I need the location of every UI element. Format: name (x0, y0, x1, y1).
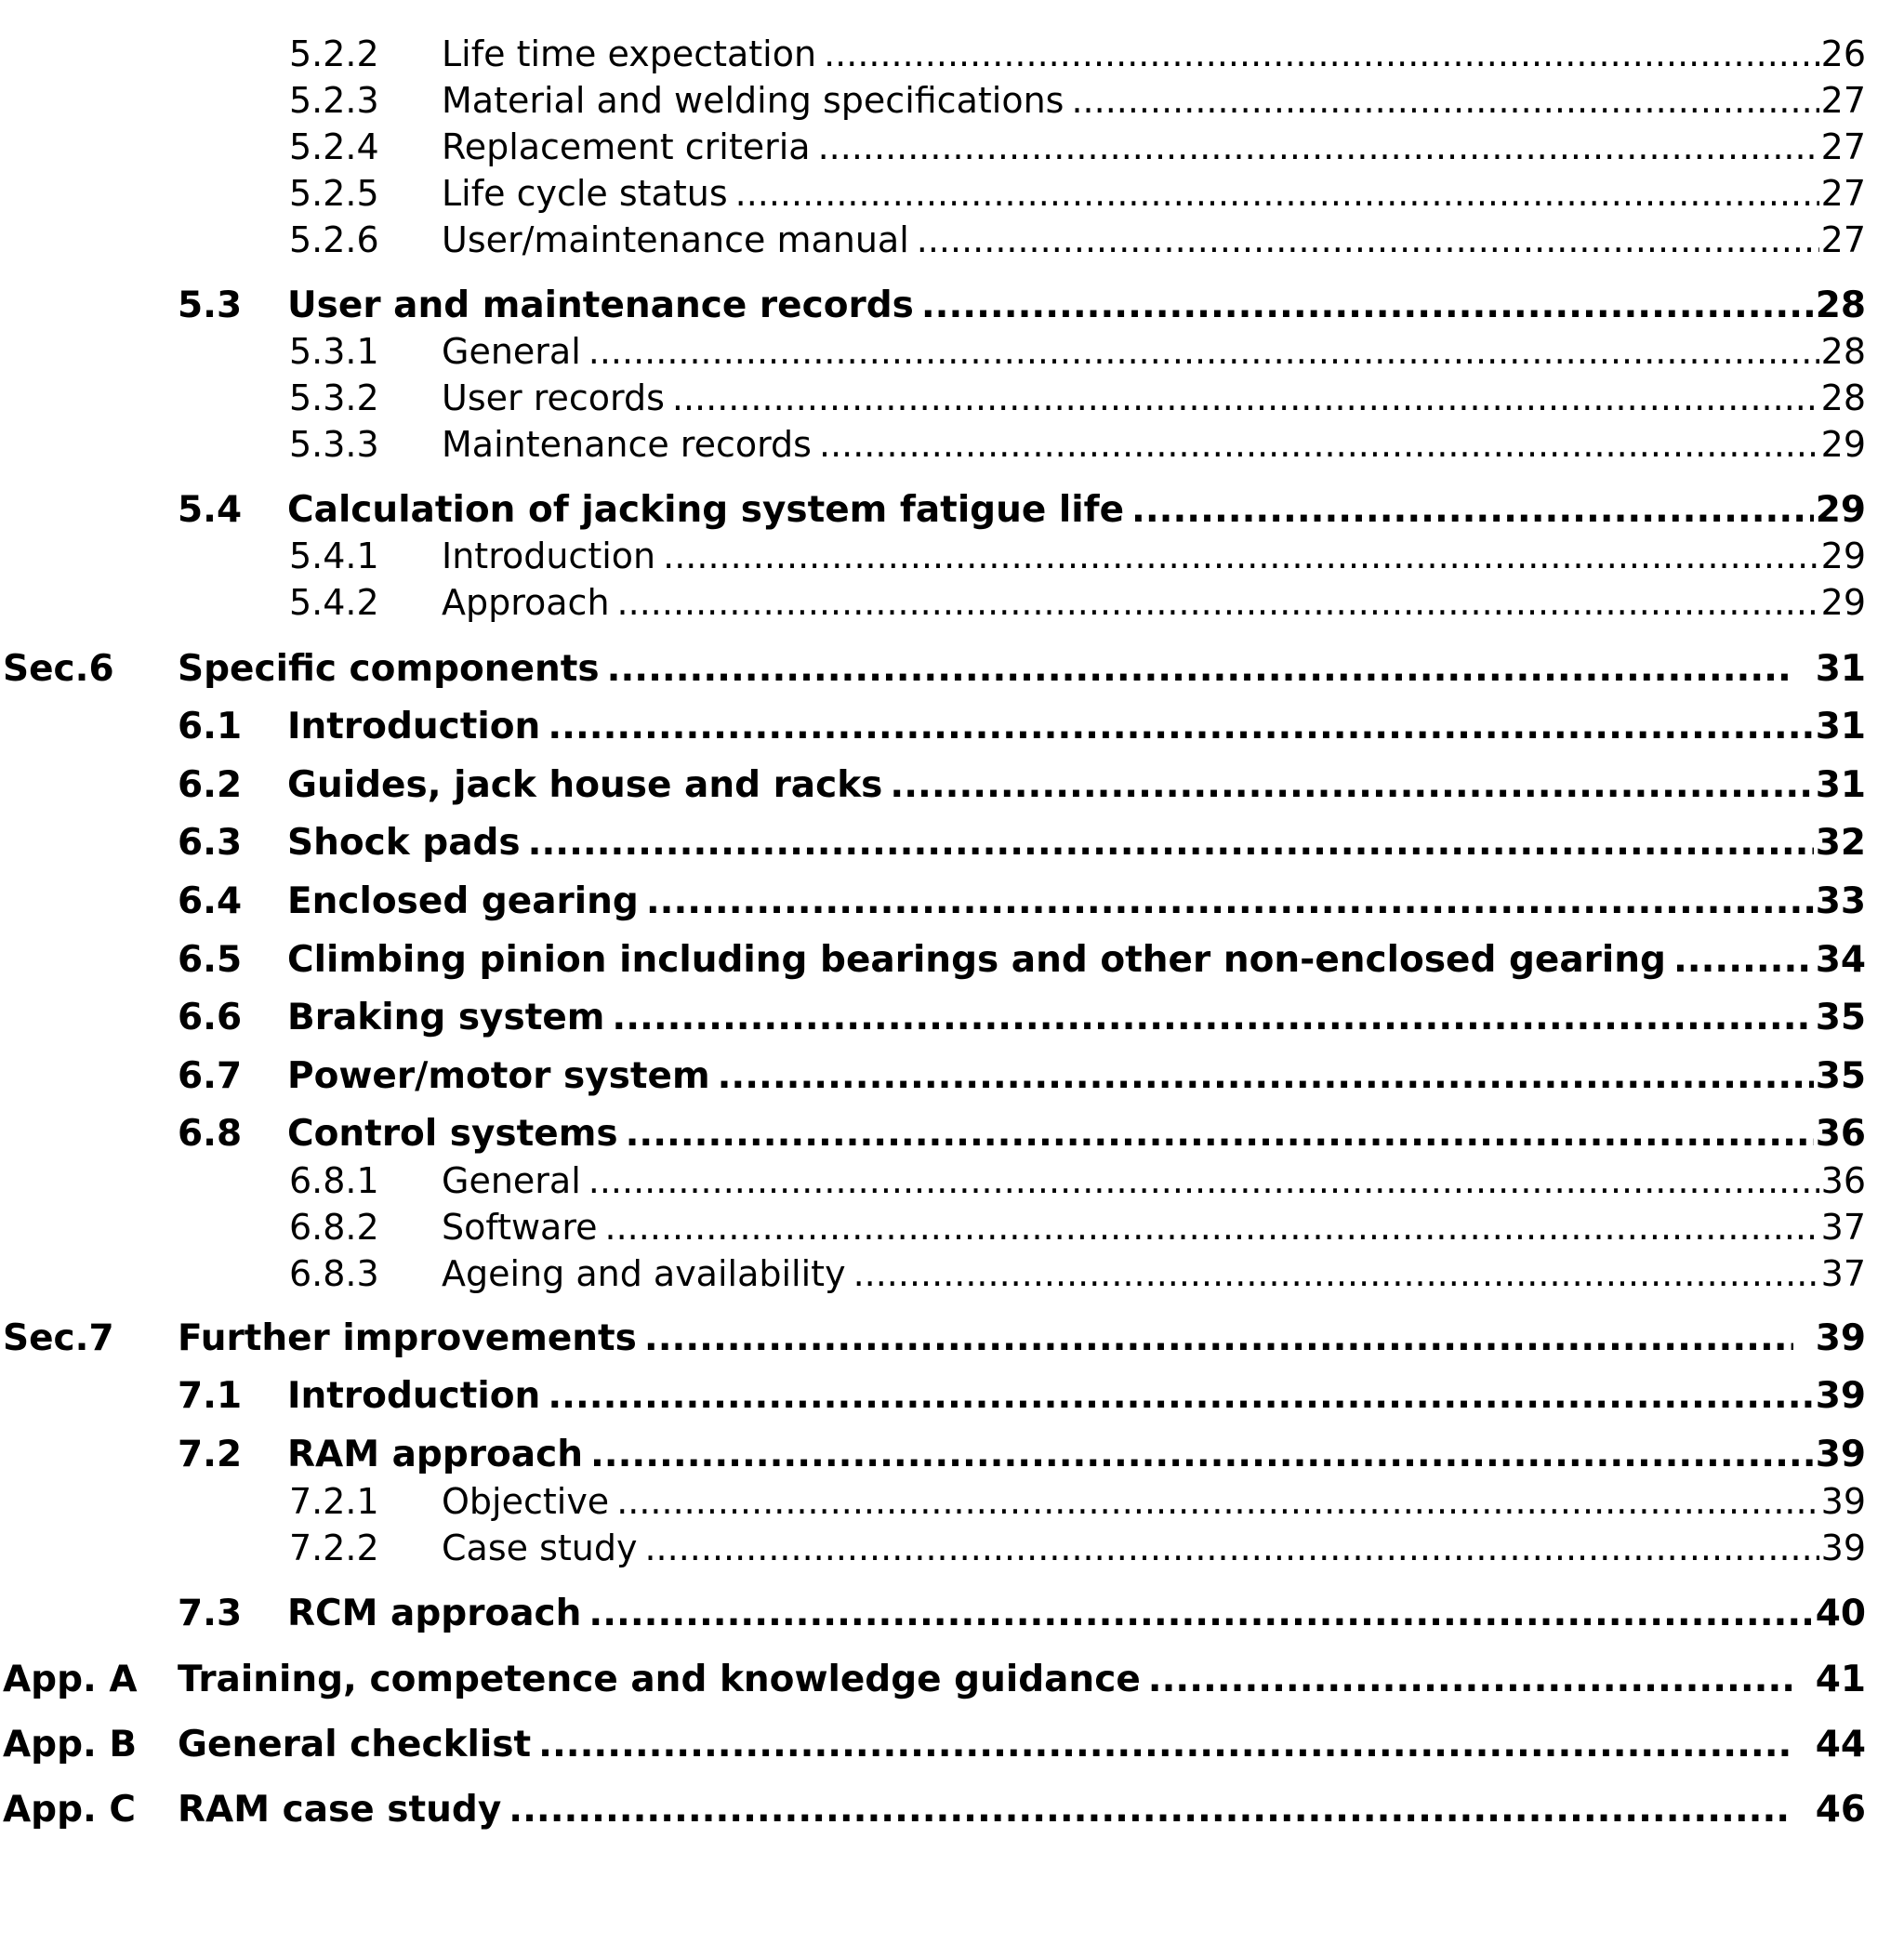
toc-entry-body (442, 1155, 1866, 1207)
toc-entry-page-number: 27 (1820, 219, 1866, 260)
toc-entry-number: 6.1 (178, 706, 243, 747)
toc-entry-title: RCM approach (287, 1593, 582, 1634)
toc-entry-5-3-3[interactable] (0, 418, 1904, 470)
toc-entry-number: 5.4.1 (289, 536, 379, 576)
toc-entry-body (287, 701, 1866, 753)
toc-entry-7-1[interactable] (0, 1370, 1904, 1422)
toc-entry-app-c[interactable] (0, 1784, 1904, 1836)
toc-entry-6-8[interactable] (0, 1108, 1904, 1160)
toc-entry-app-a[interactable] (0, 1654, 1904, 1706)
toc-entry-title: Case study (442, 1527, 638, 1568)
toc-entry-body (442, 121, 1866, 173)
toc-entry-title: Ageing and availability (442, 1253, 846, 1294)
toc-entry-number: 6.7 (178, 1055, 243, 1097)
toc-entry-title: Software (442, 1207, 598, 1248)
toc-entry-6-3[interactable] (0, 817, 1904, 869)
toc-entry-number: 6.5 (178, 939, 243, 981)
toc-entry-sec-6[interactable] (0, 643, 1904, 695)
toc-entry-title: User/maintenance manual (442, 219, 909, 260)
toc-entry-number: App. C (3, 1789, 137, 1831)
toc-entry-title: General (442, 331, 581, 372)
toc-entry-number: App. A (3, 1659, 138, 1700)
toc-entry-page-number: 40 (1815, 1593, 1866, 1634)
toc-entry-number: 5.4.2 (289, 582, 379, 623)
toc-entry-body (442, 28, 1866, 80)
dot-leader (548, 1370, 1813, 1422)
toc-entry-body (442, 325, 1866, 377)
toc-entry-body (287, 876, 1866, 928)
dot-leader (890, 760, 1813, 812)
dot-leader (548, 701, 1813, 753)
toc-entry-body (442, 1522, 1866, 1574)
toc-entry-body (442, 74, 1866, 126)
toc-entry-title: Guides, jack house and racks (287, 764, 883, 806)
toc-entry-body (442, 576, 1866, 628)
toc-entry-page-number: 32 (1815, 822, 1866, 864)
toc-entry-body (287, 1051, 1866, 1103)
dot-leader (646, 876, 1814, 928)
toc-entry-5-4[interactable] (0, 484, 1904, 536)
toc-entry-page-number: 39 (1820, 1527, 1866, 1568)
dot-leader (1148, 1654, 1793, 1706)
toc-entry-page-number: 28 (1820, 377, 1866, 418)
toc-entry-title: Calculation of jacking system fatigue life (287, 489, 1125, 531)
toc-entry-body (442, 530, 1866, 582)
toc-entry-5-4-1[interactable] (0, 530, 1904, 582)
toc-entry-page-number: 29 (1815, 489, 1866, 531)
toc-entry-body (287, 1429, 1866, 1481)
toc-entry-page-number: 27 (1820, 173, 1866, 214)
toc-entry-5-3[interactable] (0, 280, 1904, 332)
dot-leader (735, 167, 1819, 219)
toc-entry-5-4-2[interactable] (0, 576, 1904, 628)
dot-leader (588, 325, 1819, 377)
toc-entry-page-number: 27 (1820, 126, 1866, 167)
toc-entry-number: 7.2.1 (289, 1481, 379, 1522)
toc-entry-7-2-2[interactable] (0, 1522, 1904, 1574)
toc-entry-title: General (442, 1160, 581, 1201)
dot-leader (917, 214, 1819, 266)
toc-entry-title: Enclosed gearing (287, 880, 639, 922)
toc-entry-title: General checklist (178, 1724, 532, 1765)
toc-entry-number: 6.2 (178, 764, 243, 806)
toc-entry-5-2-5[interactable] (0, 167, 1904, 219)
toc-entry-title: Climbing pinion including bearings and other non-enclosed gearing (287, 939, 1666, 981)
toc-entry-5-3-2[interactable] (0, 372, 1904, 424)
toc-entry-number: 5.3.2 (289, 377, 379, 418)
dot-leader (528, 817, 1814, 869)
toc-entry-page-number: 46 (1815, 1789, 1866, 1831)
toc-entry-body (442, 1248, 1866, 1300)
toc-entry-title: Introduction (287, 706, 541, 747)
toc-entry-page-number: 41 (1815, 1659, 1866, 1700)
toc-entry-page-number: 29 (1820, 536, 1866, 576)
dot-leader (1673, 934, 1814, 986)
toc-entry-number: 5.2.2 (289, 33, 379, 74)
dot-leader (616, 1475, 1818, 1527)
toc-entry-title: Material and welding specifications (442, 80, 1064, 121)
toc-entry-body (287, 1588, 1866, 1640)
toc-entry-number: App. B (3, 1724, 138, 1765)
toc-entry-6-8-1[interactable] (0, 1155, 1904, 1207)
toc-entry-number: 6.8 (178, 1113, 243, 1155)
toc-entry-title: RAM case study (178, 1789, 502, 1831)
toc-entry-body (287, 280, 1866, 332)
toc-entry-page-number: 37 (1820, 1253, 1866, 1294)
toc-entry-page-number: 37 (1820, 1207, 1866, 1248)
toc-entry-number: 6.3 (178, 822, 243, 864)
toc-entry-title: User records (442, 377, 665, 418)
toc-entry-title: Approach (442, 582, 610, 623)
toc-entry-body (287, 992, 1866, 1044)
dot-leader (818, 121, 1819, 173)
toc-entry-title: Life cycle status (442, 173, 728, 214)
toc-entry-page-number: 34 (1815, 939, 1866, 981)
dot-leader (590, 1429, 1814, 1481)
toc-entry-6-7[interactable] (0, 1051, 1904, 1103)
toc-entry-6-4[interactable] (0, 876, 1904, 928)
toc-entry-page-number: 28 (1815, 284, 1866, 326)
toc-entry-title: Introduction (287, 1375, 541, 1417)
toc-entry-body (287, 1108, 1866, 1160)
toc-entry-5-2-2[interactable] (0, 28, 1904, 80)
toc-entry-page-number: 36 (1820, 1160, 1866, 1201)
toc-entry-title: Introduction (442, 536, 656, 576)
toc-entry-7-3[interactable] (0, 1588, 1904, 1640)
dot-leader (538, 1719, 1793, 1771)
toc-entry-7-2[interactable] (0, 1429, 1904, 1481)
toc-entry-page-number: 33 (1815, 880, 1866, 922)
toc-entry-page-number: 29 (1820, 424, 1866, 465)
dot-leader (588, 1588, 1813, 1640)
toc-entry-page-number: 39 (1815, 1375, 1866, 1417)
toc-entry-number: 6.8.1 (289, 1160, 379, 1201)
toc-entry-page-number: 35 (1815, 997, 1866, 1038)
toc-entry-page-number: 36 (1815, 1113, 1866, 1155)
dot-leader (819, 418, 1819, 470)
dot-leader (605, 1201, 1819, 1253)
toc-entry-body (442, 214, 1866, 266)
toc-entry-5-3-1[interactable] (0, 325, 1904, 377)
toc-entry-body (287, 760, 1866, 812)
toc-entry-page-number: 39 (1815, 1317, 1866, 1359)
toc-entry-number: 6.4 (178, 880, 243, 922)
toc-entry-number: 5.4 (178, 489, 243, 531)
toc-entry-number: 5.2.5 (289, 173, 379, 214)
toc-entry-title: RAM approach (287, 1434, 583, 1475)
toc-entry-title: Training, competence and knowledge guidance (178, 1659, 1141, 1700)
toc-entry-body (178, 1784, 1866, 1836)
toc-entry-5-2-6[interactable] (0, 214, 1904, 266)
toc-entry-number: 7.1 (178, 1375, 243, 1417)
toc-entry-body (287, 1370, 1866, 1422)
toc-entry-number: Sec.6 (3, 648, 114, 690)
toc-entry-body (178, 1654, 1866, 1706)
dot-leader (672, 372, 1819, 424)
toc-entry-title: Braking system (287, 997, 605, 1038)
dot-leader (1071, 74, 1818, 126)
toc-entry-title: Control systems (287, 1113, 618, 1155)
dot-leader (1131, 484, 1814, 536)
toc-entry-6-8-3[interactable] (0, 1248, 1904, 1300)
toc-entry-number: 5.2.6 (289, 219, 379, 260)
toc-entry-number: 5.2.3 (289, 80, 379, 121)
dot-leader (853, 1248, 1819, 1300)
toc-entry-body (442, 167, 1866, 219)
toc-entry-6-2[interactable] (0, 760, 1904, 812)
toc-entry-page-number: 31 (1815, 648, 1866, 690)
toc-entry-body (442, 418, 1866, 470)
toc-entry-6-1[interactable] (0, 701, 1904, 753)
toc-entry-title: Further improvements (178, 1317, 637, 1359)
toc-entry-body (287, 934, 1866, 986)
dot-leader (644, 1522, 1818, 1574)
toc-entry-number: 5.3.1 (289, 331, 379, 372)
dot-leader (824, 28, 1819, 80)
toc-entry-body (178, 1313, 1866, 1365)
toc-entry-title: Shock pads (287, 822, 521, 864)
toc-entry-page-number: 35 (1815, 1055, 1866, 1097)
dot-leader (617, 576, 1819, 628)
toc-entry-number: Sec.7 (3, 1317, 114, 1359)
toc-entry-page-number: 27 (1820, 80, 1866, 121)
toc-entry-app-b[interactable] (0, 1719, 1904, 1771)
toc-entry-number: 7.3 (178, 1593, 243, 1634)
toc-entry-title: Specific components (178, 648, 600, 690)
toc-entry-body (178, 643, 1866, 695)
toc-entry-number: 5.2.4 (289, 126, 379, 167)
toc-entry-body (287, 484, 1866, 536)
toc-entry-page-number: 39 (1815, 1434, 1866, 1475)
dot-leader (607, 643, 1793, 695)
toc-entry-body (442, 1475, 1866, 1527)
toc-entry-number: 7.2.2 (289, 1527, 379, 1568)
toc-entry-7-2-1[interactable] (0, 1475, 1904, 1527)
toc-entry-page-number: 26 (1820, 33, 1866, 74)
toc-entry-page-number: 29 (1820, 582, 1866, 623)
dot-leader (509, 1784, 1792, 1836)
toc-entry-title: Replacement criteria (442, 126, 811, 167)
toc-entry-5-2-3[interactable] (0, 74, 1904, 126)
dot-leader (663, 530, 1819, 582)
toc-entry-title: Life time expectation (442, 33, 817, 74)
toc-entry-page-number: 31 (1815, 706, 1866, 747)
dot-leader (588, 1155, 1819, 1207)
toc-entry-body (287, 817, 1866, 869)
toc-entry-number: 6.8.2 (289, 1207, 379, 1248)
toc-entry-title: Objective (442, 1481, 610, 1522)
toc-entry-page-number: 44 (1815, 1724, 1866, 1765)
toc-entry-body (178, 1719, 1866, 1771)
toc-entry-body (442, 372, 1866, 424)
toc-entry-6-6[interactable] (0, 992, 1904, 1044)
toc-entry-title: Maintenance records (442, 424, 812, 465)
toc-entry-number: 5.3.3 (289, 424, 379, 465)
dot-leader (644, 1313, 1793, 1365)
toc-entry-page-number: 31 (1815, 764, 1866, 806)
toc-entry-title: Power/motor system (287, 1055, 710, 1097)
toc-entry-5-2-4[interactable] (0, 121, 1904, 173)
toc-entry-number: 5.3 (178, 284, 243, 326)
dot-leader (612, 992, 1813, 1044)
toc-entry-page-number: 39 (1820, 1481, 1866, 1522)
toc-entry-number: 6.8.3 (289, 1253, 379, 1294)
toc-entry-title: User and maintenance records (287, 284, 914, 326)
toc-entry-page-number: 28 (1820, 331, 1866, 372)
toc-entry-number: 6.6 (178, 997, 243, 1038)
dot-leader (921, 280, 1814, 332)
toc-entry-number: 7.2 (178, 1434, 243, 1475)
toc-entry-6-8-2[interactable] (0, 1201, 1904, 1253)
toc-entry-body (442, 1201, 1866, 1253)
dot-leader (626, 1108, 1814, 1160)
dot-leader (718, 1051, 1814, 1103)
toc-entry-6-5[interactable] (0, 934, 1904, 986)
toc-entry-sec-7[interactable] (0, 1313, 1904, 1365)
